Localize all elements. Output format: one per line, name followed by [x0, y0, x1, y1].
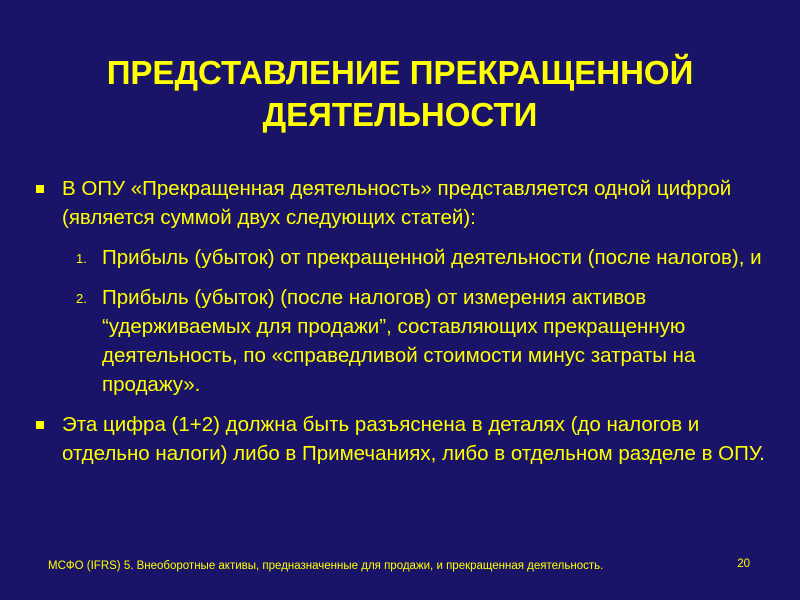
square-bullet-icon	[36, 421, 44, 429]
numbered-list	[30, 243, 770, 399]
numbered-item	[30, 243, 770, 272]
bullet-item	[30, 174, 770, 232]
slide-content	[30, 174, 770, 479]
list-number: 1.	[76, 251, 87, 266]
slide-title: ПРЕДСТАВЛЕНИЕ ПРЕКРАЩЕННОЙ ДЕЯТЕЛЬНОСТИ	[106, 54, 694, 133]
numbered-item-text: Прибыль (убыток) (после налогов) от измерения активов “удерживаемых для продажи”, составляющих прекращенную деятельность, по «справедливой стоимости минус затраты на продажу».	[102, 286, 696, 396]
square-bullet-icon	[36, 185, 44, 193]
list-number: 2.	[76, 291, 87, 306]
slide-footer: МСФО (IFRS) 5. Внеоборотные активы, предназначенные для продажи, и прекращенная деятельность.	[48, 560, 604, 572]
bullet-text: Эта цифра (1+2) должна быть разъяснена в деталях (до налогов и отдельно налоги) либо в Примечаниях, либо в отдельном разделе в ОПУ.	[62, 413, 765, 465]
bullet-item	[30, 410, 770, 468]
numbered-item-text: Прибыль (убыток) от прекращенной деятельности (после налогов), и	[102, 246, 762, 269]
slide-number: 20	[737, 558, 750, 570]
bullet-text: В ОПУ «Прекращенная деятельность» представляется одной цифрой (является суммой двух следующих статей):	[62, 177, 732, 229]
numbered-item	[30, 283, 770, 399]
